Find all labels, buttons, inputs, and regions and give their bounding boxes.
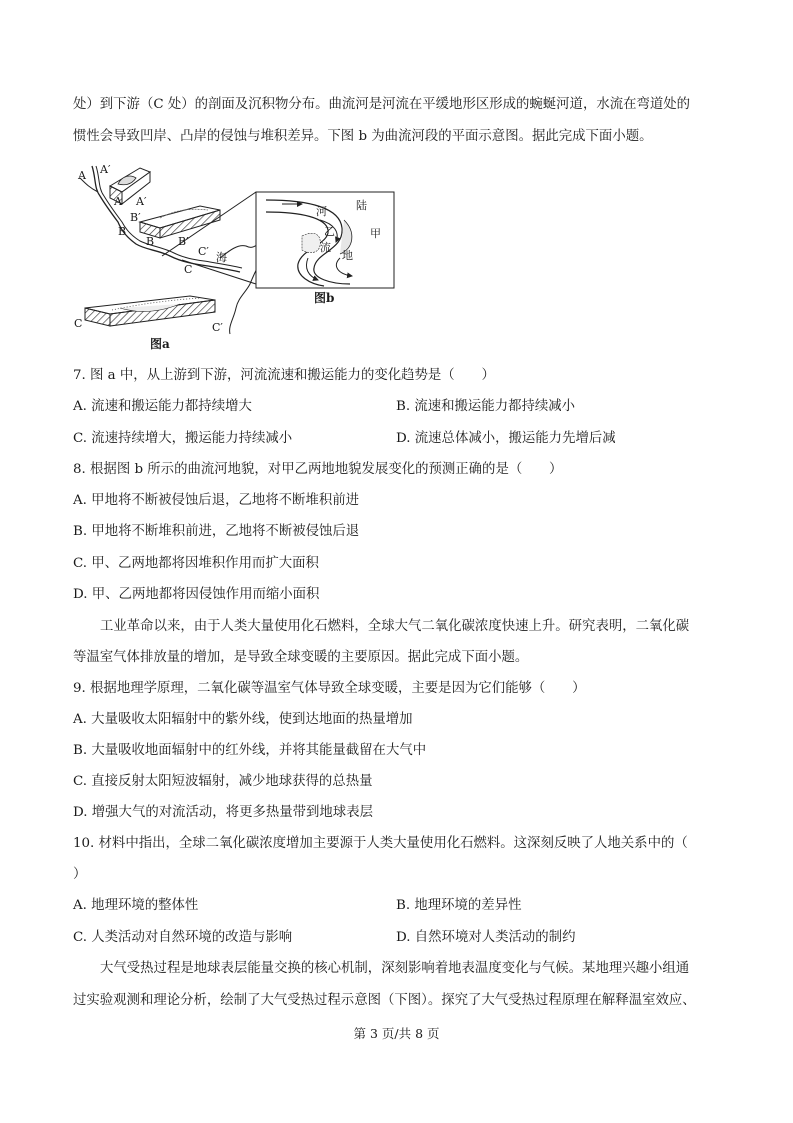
q9-option-a[interactable]: A. 大量吸收太阳辐射中的紫外线，使到达地面的热量增加	[73, 712, 413, 727]
label-a: A	[78, 169, 86, 182]
label-he: 河	[316, 205, 327, 218]
label-c-top: C	[184, 263, 193, 276]
q8-option-d[interactable]: D. 甲、乙两地都将因侵蚀作用而缩小面积	[73, 587, 320, 602]
q10-option-a[interactable]: A. 地理环境的整体性	[73, 898, 199, 913]
page-footer: 第 3 页/共 8 页	[353, 1026, 440, 1041]
block-c	[85, 296, 215, 326]
label-a-prime-under: A′	[136, 195, 147, 208]
q7-option-d[interactable]: D. 流速总体减小，搬运能力先增后减	[396, 431, 616, 446]
river-figure	[70, 158, 400, 353]
passage3-line-2: 过实验观测和理论分析，绘制了大气受热过程示意图（下图）。探究了大气受热过程原理在解释温室效应、	[73, 993, 696, 1008]
label-a-prime: A′	[100, 163, 111, 176]
q8-option-c[interactable]: C. 甲、乙两地都将因堆积作用而扩大面积	[73, 556, 319, 571]
q8-stem: 8. 根据图 b 所示的曲流河地貌，对甲乙两地地貌发展变化的预测正确的是（ ）	[73, 462, 563, 477]
label-b-prime: B′	[178, 235, 189, 248]
q9-option-d[interactable]: D. 增强大气的对流活动，将更多热量带到地球表层	[73, 805, 373, 820]
q8-option-a[interactable]: A. 甲地将不断被侵蚀后退，乙地将不断堆积前进	[73, 493, 359, 508]
label-sea: 海	[216, 251, 227, 264]
label-c-prime-top: C′	[198, 245, 209, 258]
figure-b-caption: 图b	[314, 291, 335, 305]
label-jia: 甲	[370, 227, 381, 240]
label-c-prime: C′	[212, 321, 223, 334]
label-b-left: B	[118, 225, 127, 238]
q10-stem-line-1: 10. 材料中指出，全球二氧化碳浓度增加主要源于人类大量使用化石燃料。这深刻反映了人地关系中的（	[73, 836, 688, 851]
passage3-line-1: 大气受热过程是地球表层能量交换的核心机制，深刻影响着地表温度变化与气候。某地理兴趣小组通	[100, 961, 690, 976]
label-di: 地	[342, 249, 353, 262]
q7-stem: 7. 图 a 中，从上游到下游，河流流速和搬运能力的变化趋势是（ ）	[73, 368, 495, 383]
q9-option-c[interactable]: C. 直接反射太阳短波辐射，减少地球获得的总热量	[73, 774, 373, 789]
q7-option-c[interactable]: C. 流速持续增大，搬运能力持续减小	[73, 431, 293, 446]
q7-option-a[interactable]: A. 流速和搬运能力都持续增大	[73, 399, 252, 414]
q10-option-c[interactable]: C. 人类活动对自然环境的改造与影响	[73, 930, 293, 945]
label-c: C	[74, 317, 83, 330]
passage2-line-1: 工业革命以来，由于人类大量使用化石燃料，全球大气二氧化碳浓度快速上升。研究表明，二氧化碳	[100, 619, 690, 634]
intro-line-2: 惯性会导致凹岸、凸岸的侵蚀与堆积差异。下图 b 为曲流河段的平面示意图。据此完成下面小题。	[73, 129, 653, 144]
q8-option-b[interactable]: B. 甲地将不断堆积前进，乙地将不断被侵蚀后退	[73, 524, 360, 539]
q10-option-b[interactable]: B. 地理环境的差异性	[396, 898, 522, 913]
label-b: B	[146, 235, 155, 248]
label-liu: 流	[320, 241, 331, 254]
label-b-prime-left: B′	[130, 211, 141, 224]
label-yi: 乙	[324, 225, 335, 238]
q7-option-b[interactable]: B. 流速和搬运能力都持续减小	[396, 399, 576, 414]
q9-stem: 9. 根据地理学原理，二氧化碳等温室气体导致全球变暖，主要是因为它们能够（ ）	[73, 681, 586, 696]
q9-option-b[interactable]: B. 大量吸收地面辐射中的红外线，并将其能量截留在大气中	[73, 743, 427, 758]
passage2-line-2: 等温室气体排放量的增加，是导致全球变暖的主要原因。据此完成下面小题。	[73, 650, 529, 665]
intro-line-1: 处）到下游（C 处）的剖面及沉积物分布。曲流河是河流在平缓地形区形成的蜿蜒河道，水流在弯道处的	[73, 97, 691, 112]
q10-stem-line-2: ）	[73, 867, 87, 882]
figure-a-caption: 图a	[150, 337, 170, 351]
label-a-under: A	[114, 195, 122, 208]
label-lu: 陆	[356, 199, 367, 212]
q10-option-d[interactable]: D. 自然环境对人类活动的制约	[396, 930, 576, 945]
